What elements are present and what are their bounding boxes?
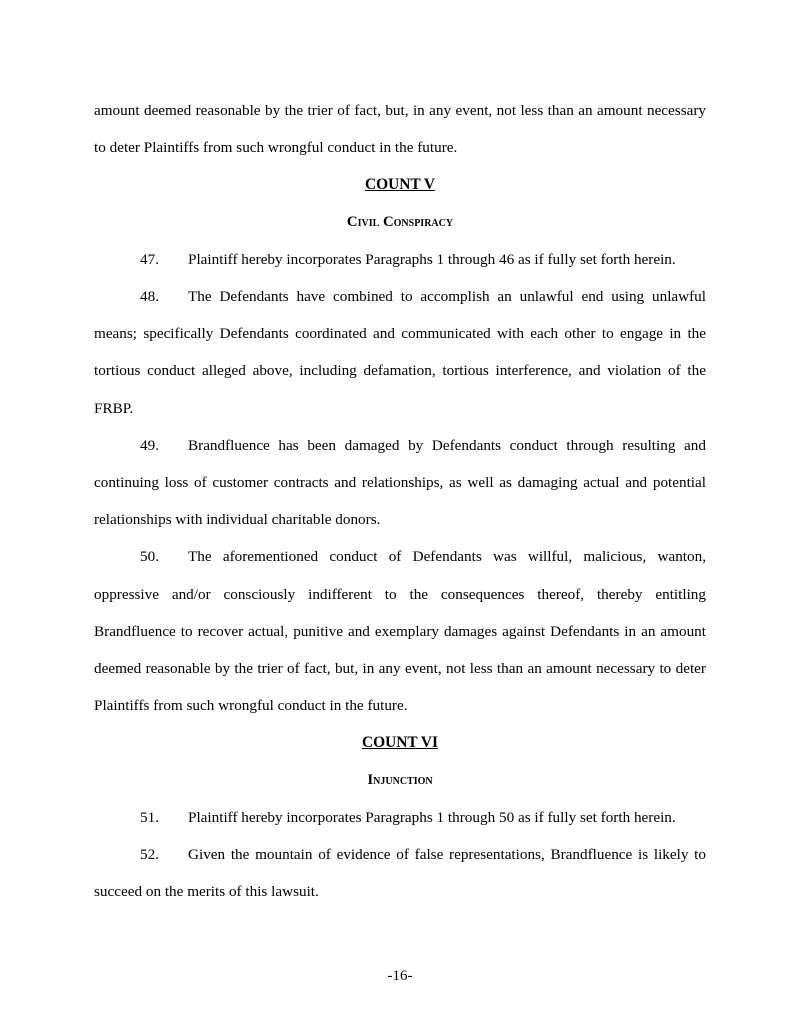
paragraph-text: Brandfluence has been damaged by Defendants conduct through resulting and continuing loss of customer contracts and relationships, as well as damaging actual and potential relationships with individual charitable donors. bbox=[94, 436, 706, 529]
paragraph-number: 49. bbox=[140, 436, 159, 454]
continuation-paragraph: amount deemed reasonable by the trier of fact, but, in any event, not less than an amount necessary to deter Plaintiffs from such wrongful conduct in the future. bbox=[94, 102, 706, 157]
paragraph-50 bbox=[94, 538, 706, 724]
paragraph-47 bbox=[94, 241, 706, 278]
page-number: -16- bbox=[387, 968, 413, 984]
paragraph-number: 52. bbox=[140, 846, 159, 864]
count-vi-subheading: Injunction bbox=[367, 771, 433, 788]
paragraph-51 bbox=[94, 799, 706, 836]
paragraph-52 bbox=[94, 836, 706, 910]
paragraph-text: The Defendants have combined to accomplish an unlawful end using unlawful means; specifically Defendants coordinated and communicated with each other to engage in the tortious conduct alleged above, including defamation, tortious interference, and violation of the FRBP. bbox=[94, 288, 706, 417]
page-body bbox=[94, 92, 706, 910]
paragraph-48 bbox=[94, 278, 706, 427]
count-v-subheading: Civil Conspiracy bbox=[346, 213, 454, 230]
paragraph-number: 50. bbox=[140, 548, 159, 566]
paragraph-number: 48. bbox=[140, 288, 159, 306]
paragraph-text: Given the mountain of evidence of false representations, Brandfluence is likely to succeed on the merits of this lawsuit. bbox=[94, 846, 706, 901]
paragraph-text: Plaintiff hereby incorporates Paragraphs 1 through 50 as if fully set forth herein. bbox=[188, 808, 676, 826]
paragraph-number: 47. bbox=[140, 250, 159, 268]
paragraph-text: Plaintiff hereby incorporates Paragraphs 1 through 46 as if fully set forth herein. bbox=[188, 250, 676, 268]
paragraph-text: The aforementioned conduct of Defendants was willful, malicious, wanton, oppressive and/or consciously indifferent to the consequences thereof, thereby entitling Brandfluence to recover actual, punitive and exemplary damages against Defendants in an amount deemed reasonable by the trier of fact, but, in any event, not less than an amount necessary to deter Plaintiffs from such wrongful conduct in the future. bbox=[94, 548, 706, 715]
paragraph-49 bbox=[94, 427, 706, 539]
count-v-heading: COUNT V bbox=[365, 176, 435, 194]
paragraph-number: 51. bbox=[140, 808, 159, 826]
count-vi-heading: COUNT VI bbox=[362, 734, 438, 752]
